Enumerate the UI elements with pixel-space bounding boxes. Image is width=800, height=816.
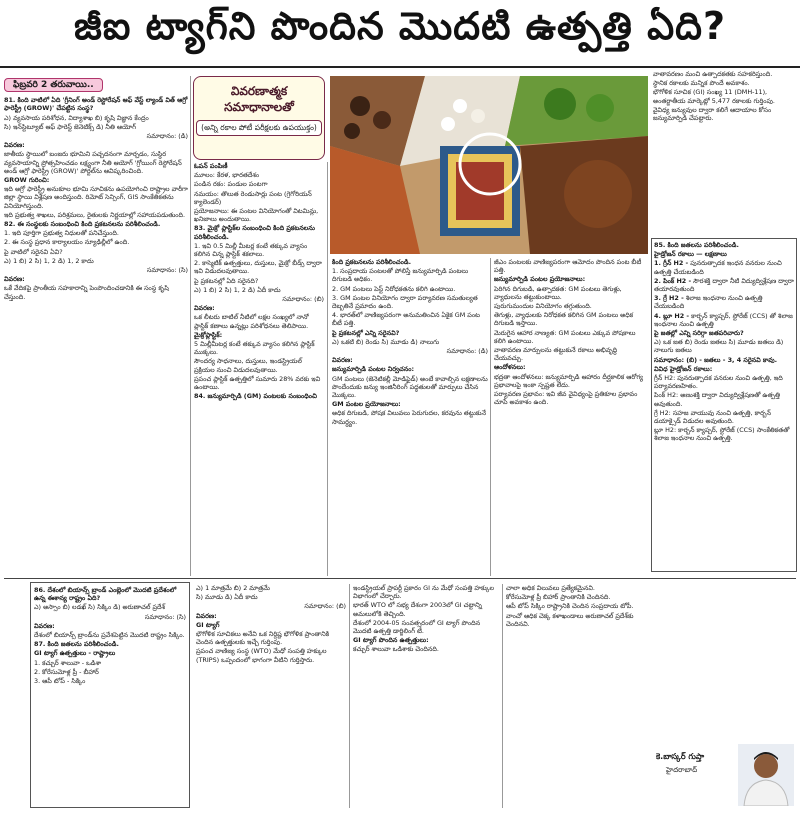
column-divider bbox=[490, 258, 491, 576]
statement: 1. ఇది పూర్తిగా ప్రభుత్వ నిధులతో పనిచేస్తుంది. bbox=[4, 229, 119, 238]
bullet: వాతావరణ మార్పులను తట్టుకునే రకాలు అభివృద్ధి చేయవచ్చు. bbox=[494, 346, 618, 363]
bullet: సౌందర్య సాధనాలు, దుస్తులు, ఇండస్ట్రియల్ ప్రక్రియల నుంచి విడుదలవుతాయి. bbox=[194, 357, 302, 374]
paragraph: జాతీయ స్థాయిలో బంజరు భూమిని పచ్చదనంగా మార్చడం, సుస్థిర వ్యవసాయాన్ని ప్రోత్సహించడం లక్ష్యంగా నీతి ఆయోగ్ 'గ్రోయింగ్ రెస్టోరేషన్ అండ్ ఆగ్రో ఫారెస్ట్రీ (GROW)' పోర్టల్‌ను ఆవిష్కరించింది. bbox=[4, 150, 182, 175]
option-line: ఎ) ఒకటి బి) రెండు సి) మూడు డి) నాలుగు bbox=[332, 337, 440, 346]
headline-banner bbox=[0, 0, 800, 68]
column-divider bbox=[190, 76, 191, 576]
gi-products-photo-collage bbox=[330, 76, 648, 254]
paragraph: చాలా అధిక విలువలు ప్రత్యేకమైనవి. bbox=[506, 584, 595, 592]
question-86-87-box bbox=[30, 582, 190, 808]
bullet: భద్రతా ఆందోళనలు: జన్యుమార్పిడి ఆహారం దీర్ఘకాలిక ఆరోగ్య ప్రభావాలపై ఇంకా స్పష్టత లేదు. bbox=[494, 372, 644, 389]
bullet: పెరిగిన దిగుబడి, ఉత్పాదకత: GM పంటలు తెగుళ్లు, వ్యాధులను తట్టుకుంటాయి. bbox=[494, 284, 622, 301]
sub-heading: GROW గురించి: bbox=[4, 176, 50, 185]
bullet: తెగుళ్లు, వ్యాధులకు నిరోధకత కలిగిన GM పంటలు అధిక దిగుబడి ఇస్తాయి. bbox=[494, 311, 634, 328]
author-block bbox=[652, 742, 796, 808]
statement: 3. GM పంటల వినియోగం ద్వారా పర్యావరణ సమతుల్యత దెబ్బతినే ప్రమాదం ఉంది. bbox=[332, 293, 478, 311]
question-83: 83. మైక్రో ప్లాస్టిక్‌ల సంబంధించి కింది ప్రకటనలను పరిశీలించండి. bbox=[194, 224, 315, 241]
pair-row: 3. ఆపీ టోప్ - సిక్కిం bbox=[34, 677, 86, 686]
bullet: పురుగుమందుల వినియోగం తగ్గుతుంది. bbox=[494, 302, 592, 311]
author-photo bbox=[738, 744, 794, 806]
option-line: సి) మూడు డి) ఏదీ కాదు bbox=[196, 593, 258, 602]
question-85: 85. కింది జతలను పరిశీలించండి. bbox=[654, 241, 739, 249]
answer-line: సమాధానం: (సి) bbox=[146, 266, 188, 275]
bullet: పర్యావరణ ప్రభావం: ఇవి జీవ వైవిధ్యంపై ప్రతికూల ప్రభావం చూపే అవకాశం ఉంది. bbox=[494, 390, 638, 407]
callout-box bbox=[193, 76, 325, 160]
bullet: గ్రీన్ H2: పునరుత్పాదక వనరుల నుంచి ఉత్పత్తి, ఇది పర్యావరణహితం. bbox=[654, 374, 783, 391]
author-place: హైదరాబాద్ bbox=[666, 766, 698, 774]
option-line: ఎ) 1 బి) 2 సి) 1, 2 డి) 1, 2 కాదు bbox=[4, 256, 94, 265]
sub-heading: GI ట్యాగ్ bbox=[196, 620, 220, 629]
option-line: ఎ) 1 బి) 2 సి) 1, 2 డి) ఏదీ కాదు bbox=[194, 285, 281, 294]
column-4 bbox=[494, 258, 646, 574]
column-1 bbox=[4, 78, 188, 573]
paragraph: GM పంటలు (జెనెటికల్లీ మోడిఫైడ్) అంటే కావాల్సిన లక్షణాలను పొందేందుకు జన్యు ఇంజినీరింగ్ పద్ధతులతో మార్పులు చేసిన మొక్కలు. bbox=[332, 374, 488, 400]
pair-row: 2. పింక్ H2 - సౌరశక్తి ద్వారా నీటి విద్యుద్విశ్లేషణ ద్వారా తయారవుతుంది bbox=[654, 276, 794, 294]
bullet: అధిక దిగుబడి, పోషక విలువలు పెరుగుదల, కరవును తట్టుకునే సామర్థ్యం. bbox=[332, 409, 486, 426]
month-tag: ఫిబ్రవరి 2 తరువాయి.. bbox=[4, 78, 103, 92]
question-87: 87. కింది జతలను పరిశీలించండి. bbox=[34, 640, 119, 649]
sub-heading: GI ట్యాగ్ పొందిన ఉత్పత్తులు: bbox=[353, 636, 429, 645]
column-2 bbox=[194, 162, 324, 574]
question-82: 82. ఈ సంస్థలకు సంబంధించి కింది ప్రకటనలను పరిశీలించండి. bbox=[4, 220, 161, 229]
paragraph: దేశంలో బియాన్స్ బ్రాండ్‌ను ప్రవేశపెట్టిన మొదటి రాష్ట్రం సిక్కిం. bbox=[34, 631, 185, 640]
bullet: ప్రయోజనాలు: ఈ పంటల వినియోగంతో విటమిన్లు, ఖనిజాలు అందుతాయి. bbox=[194, 207, 319, 224]
explanation-heading: వివరణ: bbox=[4, 141, 25, 150]
statement: 2. కాస్మెటిక్ ఉత్పత్తులు, దుస్తులు, మైక్రో బీడ్స్ ద్వారా ఇవి విడుదలవుతాయి. bbox=[194, 259, 322, 276]
column-divider bbox=[327, 162, 328, 576]
sub-heading: ఓపన్ పంపిణీ bbox=[194, 162, 228, 170]
pair-row: 4. బ్లూ H2 - కార్బన్ క్యాప్చర్, స్టోరేజ్ (CCS) తో శిలాజ ఇంధనాల నుంచి ఉత్పత్తి bbox=[654, 311, 793, 328]
question-line: పై ప్రకటనల్లో ఎన్ని సరైనవి? bbox=[332, 328, 400, 337]
question-85-box: 85. కింది జతలను పరిశీలించండి. హైడ్రోజన్ రకాలు — లక్షణాలు 1. గ్రీన్ H2 - పునరుత్పాదక ఇంధన వనరుల నుంచి ఉత్పత్తి చేయబడింది 2. పింక్ H2 - సౌరశక్తి ద్వారా నీటి విద్యుద్విశ్లేషణ ద్వారా తయారవుతుంది 3. గ్రే H2 - శిలాజ ఇంధనాల నుంచి ఉత్పత్తి చేయబడింది 4. బ్లూ H2 - కార్బన్ క్యాప్చర్, స్టోరేజ్ (CCS) తో శిలాజ ఇంధనాల నుంచి ఉత్పత్తి పై జతల్లో ఎన్ని సరిగ్గా జతపరిచారు? ఎ) ఒక జత బి) రెండు జతలు సి) మూడు జతలు డి) నాలుగు జతలు సమాధానం: (బి) - జతలు - 3, 4 సరైనవి కావు. వివిధ హైడ్రోజన్ రకాలు: గ్రీన్ H2: పునరుత్పాదక వనరుల నుంచి ఉత్పత్తి, ఇది పర్యావరణహితం. పింక్ H2: అణుశక్తి ద్వారా విద్యుద్విశ్లేషణతో ఉత్పత్తి అవుతుంది. గ్రే H2: సహజ వాయువు నుంచి ఉత్పత్తి, కార్బన్ డయాక్సైడ్ విడుదల అవుతుంది. బ్లూ H2: కార్బన్ క్యాప్చర్, స్టోరేజ్ (CCS) సాంకేతికతతో శిలాజ ఇంధనాల నుంచి ఉత్పత్తి. bbox=[651, 238, 797, 572]
person-icon bbox=[738, 744, 794, 806]
bullet: కోరేసుమోళ్ల ప్రీ బిహార్ ప్రాంతానికి చెందినది. bbox=[506, 593, 611, 602]
column-divider bbox=[502, 584, 503, 808]
table-header-left: హైడ్రోజన్ రకాలు bbox=[654, 250, 694, 259]
bullet: మెరుగైన ఆహార నాణ్యత: GM పంటలు ఎక్కువ పోషకాలు కలిగి ఉంటాయి. bbox=[494, 328, 636, 345]
sub-heading: మైక్రోప్లాస్టిక్: bbox=[194, 330, 223, 339]
answer-line: సమాధానం: (బి) - జతలు - 3, 4 సరైనవి కావు. bbox=[654, 355, 778, 364]
option-line: ఎ) 1 మాత్రమే బి) 2 మాత్రమే bbox=[196, 584, 270, 592]
section-divider bbox=[4, 578, 796, 579]
bottom-column-3 bbox=[353, 584, 499, 808]
paragraph: వాతావరణం మంచి ఉత్పాదకతకు సహకరిస్తుంది. bbox=[653, 70, 773, 78]
question-84: 84. జన్యుమార్పిడి (GM) పంటలకు సంబంధించి bbox=[194, 392, 317, 401]
sub-heading: GM పంటల ప్రయోజనాలు: bbox=[332, 400, 401, 409]
column-5 bbox=[653, 70, 796, 228]
paragraph: జీఎం పంటలకు వాణిజ్యపరంగా ఆమోదం పొందిన పంట బీటీ పత్తి. bbox=[494, 258, 642, 275]
answer-line: సమాధానం: (బి) bbox=[304, 602, 346, 611]
bullet: వైవిధ్య జన్యువుల ద్వారా కలిగే ఆదాయాల కోసం జన్యుమార్పిడి చేపట్టారు. bbox=[653, 105, 772, 123]
statement: 2. ఈ సంస్థ ప్రధాన కార్యాలయం న్యూఢిల్లీలో ఉంది. bbox=[4, 238, 130, 247]
pair-row: 1. కచ్చుర్ శాలువా - ఒడిశా bbox=[34, 658, 102, 667]
answer-line: సమాధానం: (డి) bbox=[446, 347, 488, 356]
callout-title: వివరణాత్మక సమాధానాలతో bbox=[224, 84, 294, 114]
column-divider bbox=[349, 584, 350, 808]
bullet: మూలం: కేరళ, భారతదేశం bbox=[194, 171, 260, 180]
pair-row: 2. కోరేసుమోళ్ల ప్రీ - బీహార్ bbox=[34, 667, 99, 676]
table-header: GI ట్యాగ్ ఉత్పత్తులు - రాష్ట్రాలు bbox=[34, 649, 116, 658]
author-name: కె.బాస్కర్ గుప్తా bbox=[656, 752, 705, 761]
bullet: ఆపీ టోప్ సిక్కిం రాష్ట్రానికి చెందిన సంప్రదాయ టోపీ. bbox=[506, 602, 634, 611]
column-3 bbox=[332, 258, 488, 574]
answer-line: సమాధానం: (సి) bbox=[144, 612, 186, 621]
question-81: 81. కింది వాటిలో ఏది 'గ్రీనింగ్ అండ్ రెస్టోరేషన్ ఆఫ్ వేస్ట్ ల్యాండ్ విత్ ఆగ్రో ఫారెస్ట్రీ (GROW)' చేపట్టిన సంస్థ? bbox=[4, 96, 188, 113]
statement: 2. GM పంటలు పెస్ట్ నిరోధకతను కలిగి ఉంటాయి. bbox=[332, 284, 456, 293]
question-line: పై జతల్లో ఎన్ని సరిగ్గా జతపరిచారు? bbox=[654, 329, 744, 338]
bullet: ప్రపంచ ప్లాస్టిక్ ఉత్పత్తిలో సుమారు 28% వరకు ఇవి ఉంటాయి. bbox=[194, 374, 321, 392]
answer-line: సమాధానం: (డి) bbox=[146, 132, 188, 141]
paragraph: ఒకే వేదికపై ప్రాంతీయ సహకారాన్ని పెంపొందించడానికి ఈ సంస్థ కృషి చేస్తుంది. bbox=[4, 284, 169, 301]
vegetables-photo bbox=[505, 76, 648, 146]
paragraph: దేశంలో 2004-05 సంవత్సరంలో GI ట్యాగ్ పొందిన మొదటి ఉత్పత్తి డార్జిలింగ్ టీ. bbox=[353, 618, 481, 636]
paragraph: ఇండస్ట్రియల్ ప్రాపర్టీ ప్రకారం GI ను మేధో సంపత్తి హక్కుల విభాగంలో చేర్చారు. bbox=[353, 584, 494, 601]
option-line: ఎ) ఒక జత బి) రెండు జతలు సి) మూడు జతలు డి) నాలుగు జతలు bbox=[654, 338, 784, 355]
bullet: భౌగోళిక సూచిక (GI) సంఖ్య 11 (DMH-11), అంతర్జాతీయ మార్కెట్లో 5,477 రకాలకు గుర్తింపు. bbox=[653, 88, 775, 105]
bullet: గ్రే H2: సహజ వాయువు నుంచి ఉత్పత్తి, కార్బన్ డయాక్సైడ్ విడుదల అవుతుంది. bbox=[654, 408, 771, 426]
bullet: కచ్చుర్ శాలువా ఒడిశాకు చెందినది. bbox=[353, 645, 439, 654]
explanation-heading: వివరణ: bbox=[4, 275, 25, 284]
paragraph: ప్రపంచ వాణిజ్య సంస్థ (WTO) మేధో సంపత్తి హక్కుల (TRIPS) ఒప్పందంలో భాగంగా వీటిని గుర్తిస్తారు. bbox=[196, 647, 327, 664]
statement: పై ప్రకటనల్లో ఏది సరైనది? bbox=[194, 276, 259, 285]
statement: 1. ఇవి 0.5 మిల్లీ మీటర్ల కంటే తక్కువ వ్యాసం కలిగిన చిన్న ప్లాస్టిక్ శకలాలు. bbox=[194, 241, 308, 259]
table-header-right: లక్షణాలు bbox=[704, 250, 727, 259]
headline: జీఐ ట్యాగ్‌ని పొందిన మొదటి ఉత్పత్తి ఏది? bbox=[74, 4, 726, 48]
bullet: పింక్ H2: అణుశక్తి ద్వారా విద్యుద్విశ్లేషణతో ఉత్పత్తి అవుతుంది. bbox=[654, 391, 780, 408]
sub-heading: ఆందోళనలు: bbox=[494, 363, 526, 372]
paragraph: భౌగోళిక సూచికలు అనేవి ఒక నిర్దిష్ట భౌగోళిక ప్రాంతానికి చెందిన ఉత్పత్తులకు ఇచ్చే గుర్తింపు. bbox=[196, 630, 330, 647]
sub-heading: జన్యుమార్పిడి పంటల నిర్వచనం: bbox=[332, 365, 415, 374]
option-line: ఎ) అస్సాం బి) లడఖ్ సి) సిక్కిం డి) అరుణాచల్ ప్రదేశ్ bbox=[34, 603, 166, 612]
explanation-heading: వివరణ: bbox=[196, 611, 217, 620]
collage-image bbox=[330, 76, 648, 254]
explanation-heading: వివిధ హైడ్రోజన్ రకాలు: bbox=[654, 364, 713, 373]
paragraph: ఇది అగ్రో ఫారెస్ట్రీ అనుకూల భూమి సూచికను ఉపయోగించి రాష్ట్రాల వారీగా జిల్లా స్థాయి విశ్లేషణ అందిస్తుంది. రిమోట్ సెన్సింగ్, GIS సాంకేతికతను వినియోగిస్తుంది. bbox=[4, 185, 188, 210]
bullet: పండిన రకం: పండుల పంటగా bbox=[194, 180, 268, 189]
statement: పై వాటిలో సరైనవి ఏవి? bbox=[4, 247, 63, 256]
explanation-heading: వివరణ: bbox=[34, 621, 55, 630]
explanation-heading: వివరణ: bbox=[194, 304, 215, 313]
headline-rule bbox=[0, 66, 800, 68]
question-84-cont: కింది ప్రకటనలను పరిశీలించండి. bbox=[332, 258, 412, 266]
paragraph: ఒక లీటరు బాటిల్ నీటిలో లక్షల సంఖ్యలో నానో ప్లాస్టిక్ కణాలు ఉన్నట్లు పరిశోధనలు తెలిపాయి. bbox=[194, 313, 309, 330]
bullet: బ్లూ H2: కార్బన్ క్యాప్చర్, స్టోరేజ్ (CCS) సాంకేతికతతో శిలాజ ఇంధనాల నుంచి ఉత్పత్తి. bbox=[654, 426, 790, 443]
bullet: 5 మిల్లీమీటర్ల కంటే తక్కువ వ్యాసం కలిగిన ప్లాస్టిక్ ముక్కలు. bbox=[194, 340, 315, 357]
callout-subtitle: (అన్ని రకాల పోటీ పరీక్షలకు ఉపయుక్తం) bbox=[196, 120, 322, 136]
pair-row: 3. గ్రే H2 - శిలాజ ఇంధనాల నుంచి ఉత్పత్తి చేయబడింది bbox=[654, 294, 763, 311]
paragraph: భారత్ WTO లో సభ్య దేశంగా 2003లో GI చట్టాన్ని అమలులోకి తెచ్చింది. bbox=[353, 601, 482, 618]
bottom-column-2 bbox=[196, 584, 346, 808]
pair-row: 1. గ్రీన్ H2 - పునరుత్పాదక ఇంధన వనరుల నుంచి ఉత్పత్తి చేయబడింది bbox=[654, 259, 782, 276]
option-line: సి) ఇన్‌స్టిట్యూట్ ఆఫ్ ఫారెస్ట్ జెనెటిక్స్ డి) నీతి ఆయోగ్ bbox=[4, 122, 136, 131]
answer-line: సమాధానం: (బి) bbox=[282, 295, 324, 304]
bullet: స్థానిక రకాలకు మన్నిక పొందే అవకాశం. bbox=[653, 79, 750, 88]
question-86: 86. దేశంలో బియాన్స్ బ్రాండ్ ఎంబ్లెంలో మొదటి ప్రదేశంలో ఉన్న ఈశాన్య రాష్ట్రం ఏది? bbox=[34, 586, 177, 603]
statement: 4. భారత్‌లో వాణిజ్యపరంగా అనుమతించిన ఏకైక GM పంట బీటీ పత్తి. bbox=[332, 311, 480, 328]
sub-heading: జన్యుమార్పిడి పంటల ప్రయోజనాలు: bbox=[494, 275, 586, 284]
bottom-column-4 bbox=[506, 584, 646, 808]
paragraph: ఇది ప్రభుత్వ శాఖలు, పరిశ్రమలు, రైతులకు నిర్ణయాల్లో సహాయపడుతుంది. bbox=[4, 210, 186, 219]
option-line: ఎ) వ్యవసాయ పరిశోధన, విద్యాశాఖ బి) కృషి విజ్ఞాన కేంద్రం bbox=[4, 113, 149, 122]
statement: 1. సంప్రదాయ పంటలతో పోలిస్తే జన్యుమార్పిడి పంటలు దిగుబడి అధికం. bbox=[332, 267, 469, 284]
explanation-heading: వివరణ: bbox=[332, 356, 353, 365]
bullet: వాంచో ఆధిక చెక్క కళాఖండాలు అరుణాచల్ ప్రదేశ్‌కు చెందినవి. bbox=[506, 611, 634, 628]
bullet: నమయం: తొలుత రెండుసార్లు పంట (గ్రెగోరియన్ క్యాలెండర్) bbox=[194, 189, 312, 206]
